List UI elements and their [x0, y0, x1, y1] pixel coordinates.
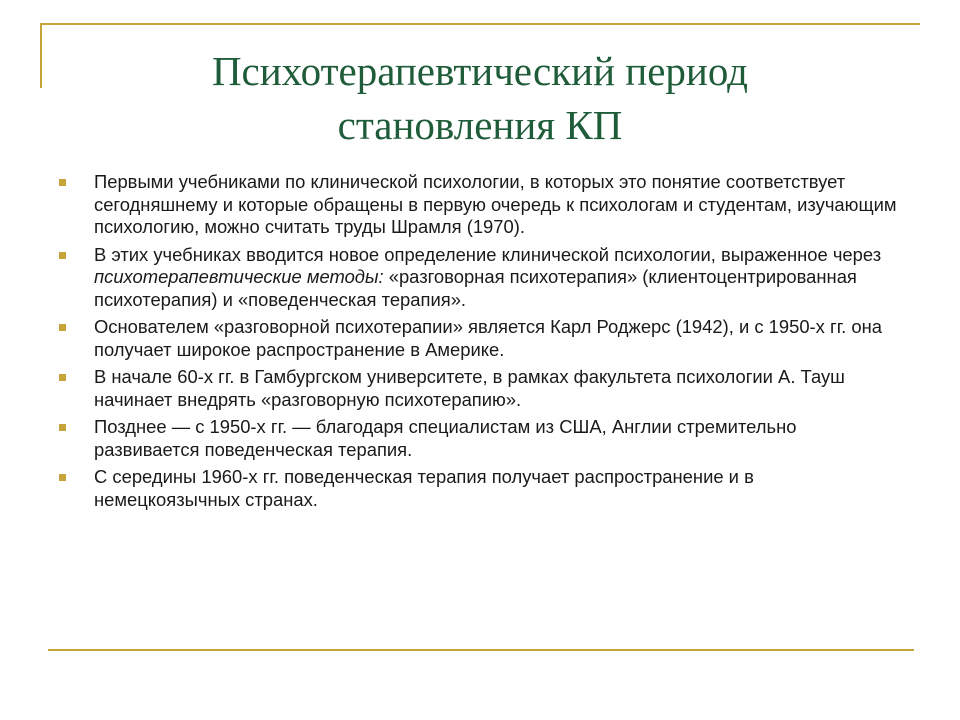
- bullet-item: [56, 244, 904, 312]
- slide-title-line2: становления КП: [337, 102, 623, 148]
- bullet-text: Первыми учебниками по клинической психологии, в которых это понятие соответствует сегодняшнему и которые обращены в первую очередь к психологам и студентам, изучающим психологию, можно считать труды Шрамля (1970).: [94, 171, 897, 237]
- slide-title: [60, 44, 900, 152]
- square-bullet-icon: [59, 424, 66, 431]
- frame-left-line: [40, 23, 42, 88]
- bullet-item: [56, 366, 904, 411]
- bullet-item: [56, 466, 904, 511]
- bullet-text: В начале 60-х гг. в Гамбургском университете, в рамках факультета психологии А. Тауш начинает внедрять «разговорную психотерапию».: [94, 366, 845, 410]
- frame-top-line: [40, 23, 920, 25]
- bullet-text: С середины 1960-х гг. поведенческая терапия получает распространение и в немецкоязычных странах.: [94, 466, 754, 510]
- bullet-text-start: В этих учебниках вводится новое определение клинической психологии, выраженное через: [94, 243, 882, 265]
- bullet-list: [56, 171, 904, 516]
- bullet-text: Позднее — с 1950-х гг. — благодаря специалистам из США, Англии стремительно развивается поведенческая терапия.: [94, 416, 797, 460]
- slide-title-line1: Психотерапевтический период: [211, 48, 749, 94]
- square-bullet-icon: [59, 374, 66, 381]
- bullet-text-italic: психотерапевтические методы:: [94, 266, 384, 287]
- square-bullet-icon: [59, 324, 66, 331]
- bullet-text: Основателем «разговорной психотерапии» является Карл Роджерс (1942), и с 1950-х гг. она получает широкое распространение в Америке.: [94, 316, 882, 360]
- square-bullet-icon: [59, 252, 66, 259]
- bullet-item: [56, 171, 904, 239]
- frame-bottom-line: [48, 649, 914, 651]
- bullet-text-end: «разговорная психотерапия» (клиентоцентрированная психотерапия) и «поведенческая терапия».: [94, 266, 857, 310]
- square-bullet-icon: [59, 474, 66, 481]
- bullet-item: [56, 416, 904, 461]
- square-bullet-icon: [59, 179, 66, 186]
- bullet-item: [56, 316, 904, 361]
